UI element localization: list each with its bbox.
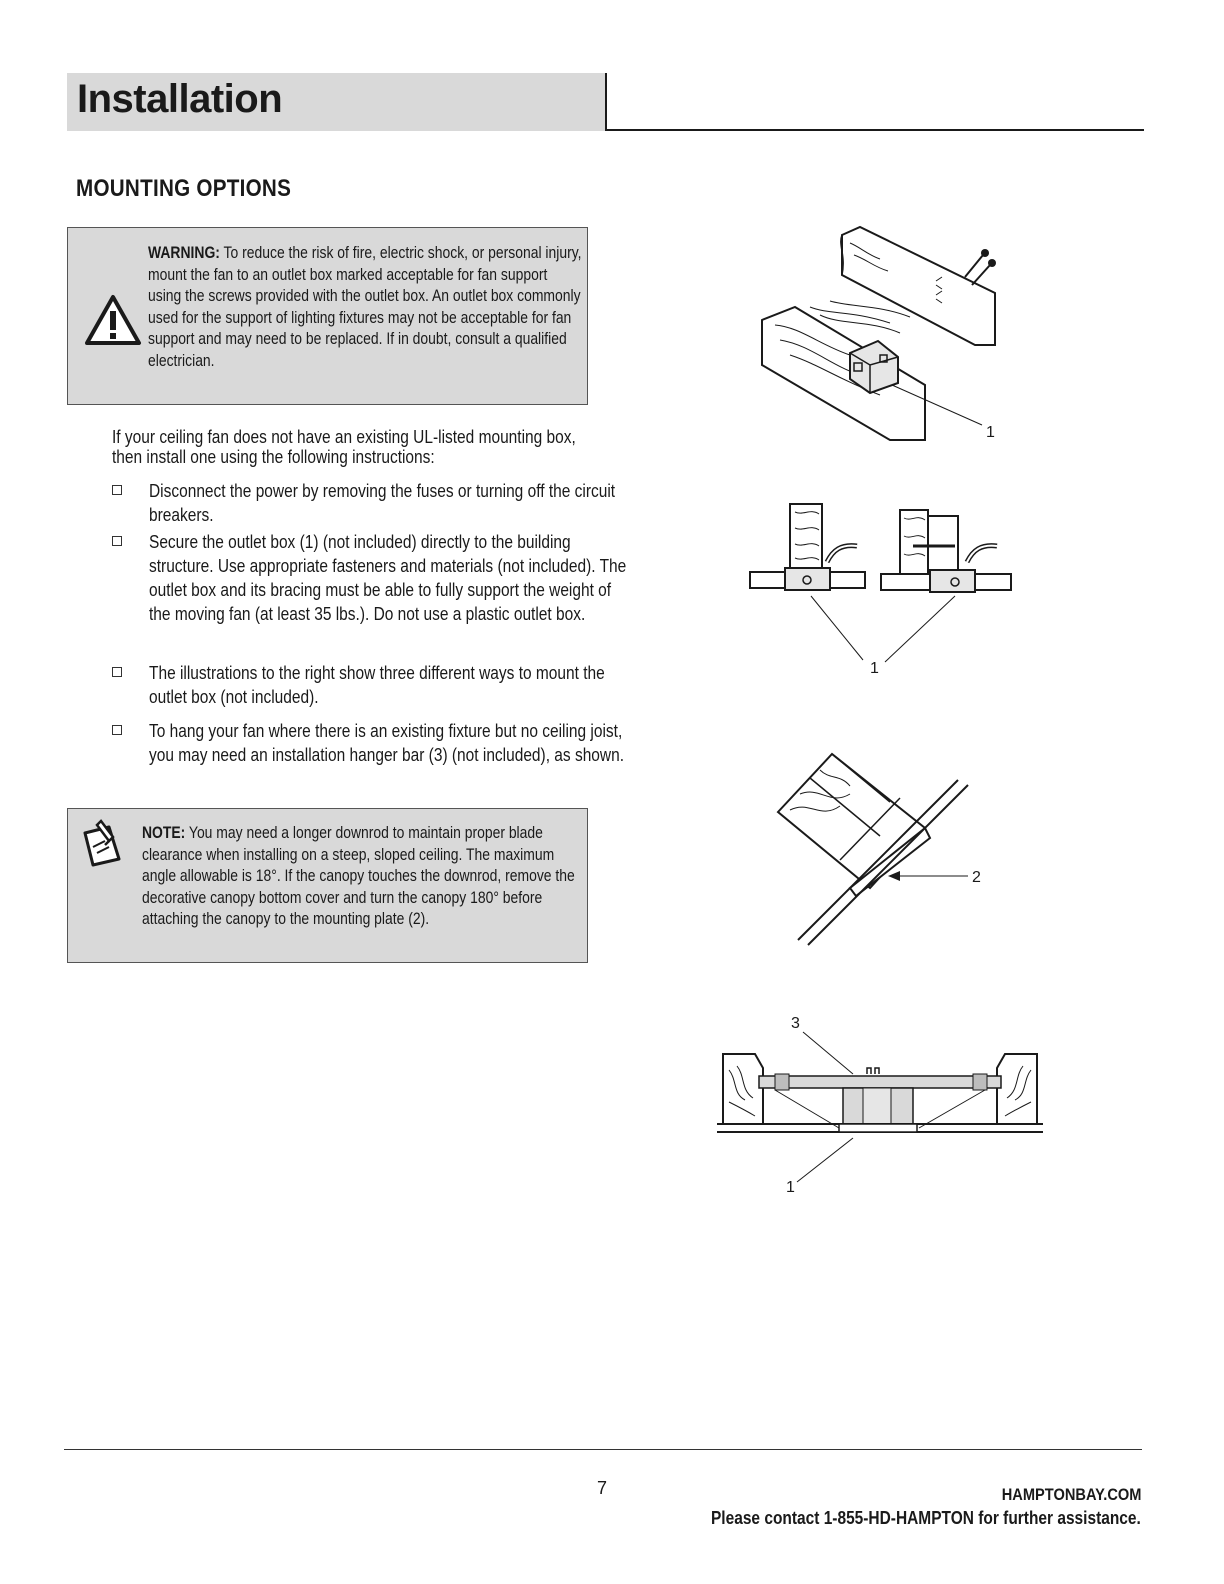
footer-rule: [64, 1449, 1142, 1450]
list-item-text: The illustrations to the right show three different ways to mount the outlet box (not included).: [149, 663, 605, 707]
figure-joist-mount: [750, 215, 1010, 445]
checkbox-icon: [112, 485, 122, 495]
sloped-ceiling-illustration: [770, 750, 1010, 950]
hanger-bar-illustration: [715, 1010, 1045, 1200]
figure-sloped-ceiling: [770, 750, 1010, 950]
warning-label: WARNING:: [148, 244, 220, 262]
checkbox-icon: [112, 667, 122, 677]
figure-hanger-bar: [715, 1010, 1045, 1200]
callout-label: 2: [972, 869, 981, 886]
warning-triangle-icon: [84, 294, 142, 346]
section-title: MOUNTING OPTIONS: [76, 175, 292, 202]
header-rule: [607, 129, 1144, 131]
checkbox-icon: [112, 725, 122, 735]
note-label: NOTE:: [142, 824, 186, 842]
warning-text-block: [148, 243, 582, 372]
callout-label: 3: [791, 1015, 800, 1032]
joist-mount-illustration: [750, 215, 1010, 445]
list-item-text: Disconnect the power by removing the fuses or turning off the circuit breakers.: [149, 481, 616, 525]
footer-website: HAMPTONBAY.COM: [1001, 1485, 1141, 1504]
page-number: 7: [597, 1478, 608, 1498]
page-title: Installation: [77, 77, 283, 121]
warning-text: To reduce the risk of fire, electric shock, or personal injury, mount the fan to an outlet box marked acceptable for fan support using the screws provided with the outlet box. An outlet box commonly used for the support of lighting fixtures may not be acceptable for fan support and may need to be replaced. If in doubt, consult a qualified electrician.: [148, 244, 582, 370]
footer-contact: Please contact 1-855-HD-HAMPTON for further assistance.: [711, 1508, 1141, 1528]
intro-paragraph: If your ceiling fan does not have an existing UL-listed mounting box, then install one using the following instructions:: [112, 427, 576, 467]
note-callout: [67, 808, 588, 963]
box-side-views-illustration: [745, 500, 1015, 680]
note-pad-icon: [79, 817, 125, 867]
callout-label: 1: [786, 1179, 795, 1196]
note-text-block: [142, 823, 576, 931]
figure-box-side-views: [745, 500, 1015, 680]
callout-label: 1: [870, 660, 879, 677]
checkbox-icon: [112, 536, 122, 546]
callout-label: 1: [986, 424, 995, 441]
list-item-text: Secure the outlet box (1) (not included) directly to the building structure. Use appropriate fasteners and materials (not included). The outlet box and its bracing must be able to fully support the weight of the moving fan (at least 35 lbs.). Do not use a plastic outlet box.: [149, 532, 627, 624]
warning-callout: [67, 227, 588, 405]
header-bar: [67, 73, 607, 131]
note-text: You may need a longer downrod to maintain proper blade clearance when installing on a steep, sloped ceiling. The maximum angle allowable is 18°. If the canopy touches the downrod, remove the decorative canopy bottom cover and turn the canopy 180° before attaching the canopy to the mounting plate (2).: [142, 824, 575, 928]
list-item-text: To hang your fan where there is an existing fixture but no ceiling joist, you may need an installation hanger bar (3) (not included), as shown.: [149, 721, 625, 765]
